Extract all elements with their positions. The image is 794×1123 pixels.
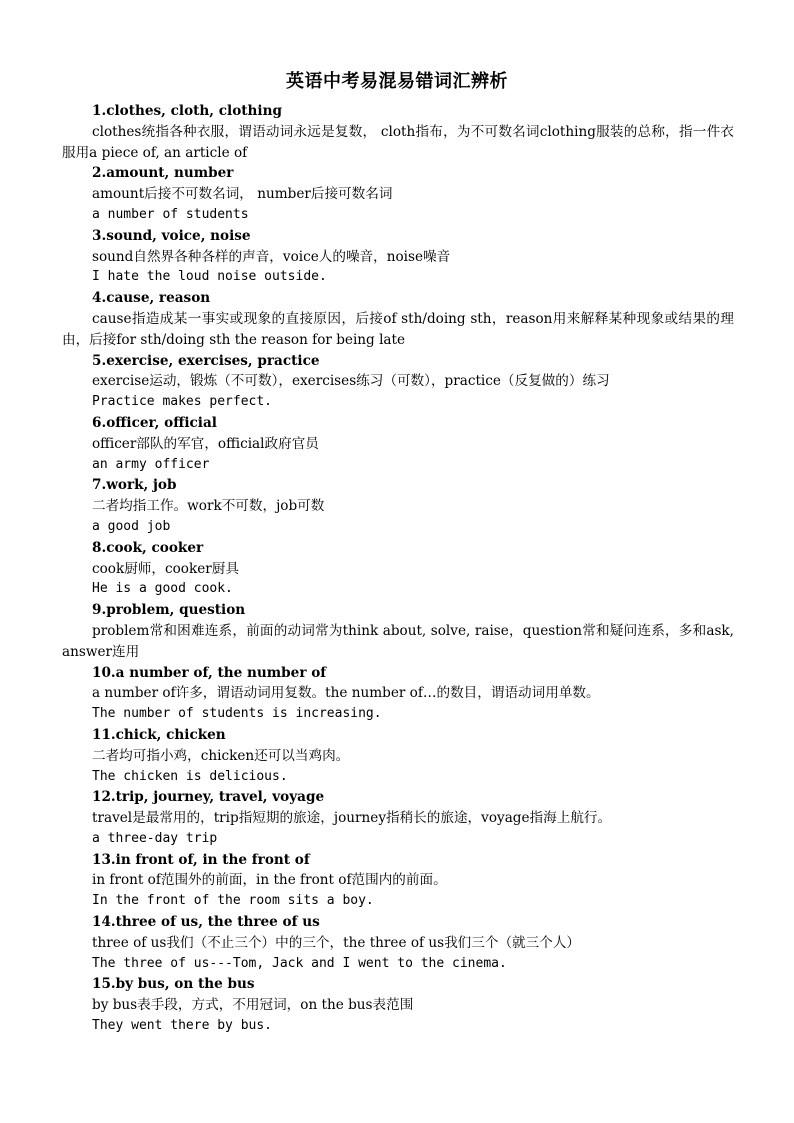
entry-explanation: problem常和困难连系，前面的动词常为think about, solve, raise，question常和疑问连系，多和ask, answer连用 [62,622,734,660]
entry-explanation: exercise运动，锻炼（不可数），exercises练习（可数），practice（反复做的）练习 [92,373,610,390]
entry-heading: 9.problem, question [92,602,246,619]
entry-example: The three of us---Tom, Jack and I went to the cinema. [92,955,507,971]
entry-heading: 2.amount, number [92,165,234,182]
entry-explanation: a number of许多，谓语动词用复数。the number of…的数目，谓语动词用单数。 [92,685,600,702]
entry-heading: 10.a number of, the number of [92,664,327,681]
entry-example: Practice makes perfect. [92,394,273,410]
entry-explanation: three of us我们（不止三个）中的三个，the three of us我们三个（就三个人） [92,934,581,951]
entry-explanation: 二者均可指小鸡，chicken还可以当鸡肉。 [92,747,350,764]
entry-explanation: 二者均指工作。work不可数，job可数 [92,498,325,515]
entry-example: a three-day trip [92,830,218,846]
entry-heading: 7.work, job [92,477,177,494]
entry-heading: 13.in front of, in the front of [92,851,310,868]
entry-explanation: sound自然界各种各样的声音，voice人的噪音，noise噪音 [92,248,451,265]
entry-explanation: by bus表手段，方式，不用冠词，on the bus表范围 [92,997,414,1014]
document-body [62,101,734,1037]
entry-heading: 14.three of us, the three of us [92,914,320,931]
entry-heading: 15.by bus, on the bus [92,976,255,993]
entry-explanation: amount后接不可数名词， number后接可数名词 [92,186,393,203]
entry-example: an army officer [92,456,210,472]
entry-heading: 3.sound, voice, noise [92,227,251,244]
entry-explanation: travel是最常用的，trip指短期的旅途，journey指稍长的旅途，voyage指海上航行。 [92,810,612,827]
entry-explanation: cook厨师，cooker厨具 [92,560,239,577]
document-title: 英语中考易混易错词汇辨析 [286,71,508,92]
entry-explanation: in front of范围外的前面，in the front of范围内的前面。 [92,872,447,889]
entry-heading: 12.trip, journey, travel, voyage [92,789,325,806]
entry-heading: 8.cook, cooker [92,539,204,556]
entry-example: The chicken is delicious. [92,768,288,784]
entry-example: The number of students is increasing. [92,706,382,722]
entry-example: I hate the loud noise outside. [92,269,327,285]
entry-explanation: cause指造成某一事实或现象的直接原因，后接of sth/doing sth，reason用来解释某种现象或结果的理由，后接for sth/doing sth the reason for being late [62,310,734,348]
entry-example: a good job [92,518,171,534]
entry-example: They went there by bus. [92,1018,273,1034]
entry-explanation: clothes统指各种衣服，谓语动词永远是复数， cloth指布，为不可数名词clothing服装的总称，指一件衣服用a piece of, an article of [62,123,734,161]
entry-example: In the front of the room sits a boy. [92,893,374,909]
entry-heading: 11.chick, chicken [92,726,226,743]
entry-heading: 5.exercise, exercises, practice [92,352,320,369]
entry-heading: 6.officer, official [92,414,217,431]
entry-heading: 4.cause, reason [92,290,211,307]
entry-explanation: officer部队的军官，official政府官员 [92,435,319,452]
entry-example: a number of students [92,206,249,222]
entry-heading: 1.clothes, cloth, clothing [92,103,282,119]
entry-example: He is a good cook. [92,581,233,597]
